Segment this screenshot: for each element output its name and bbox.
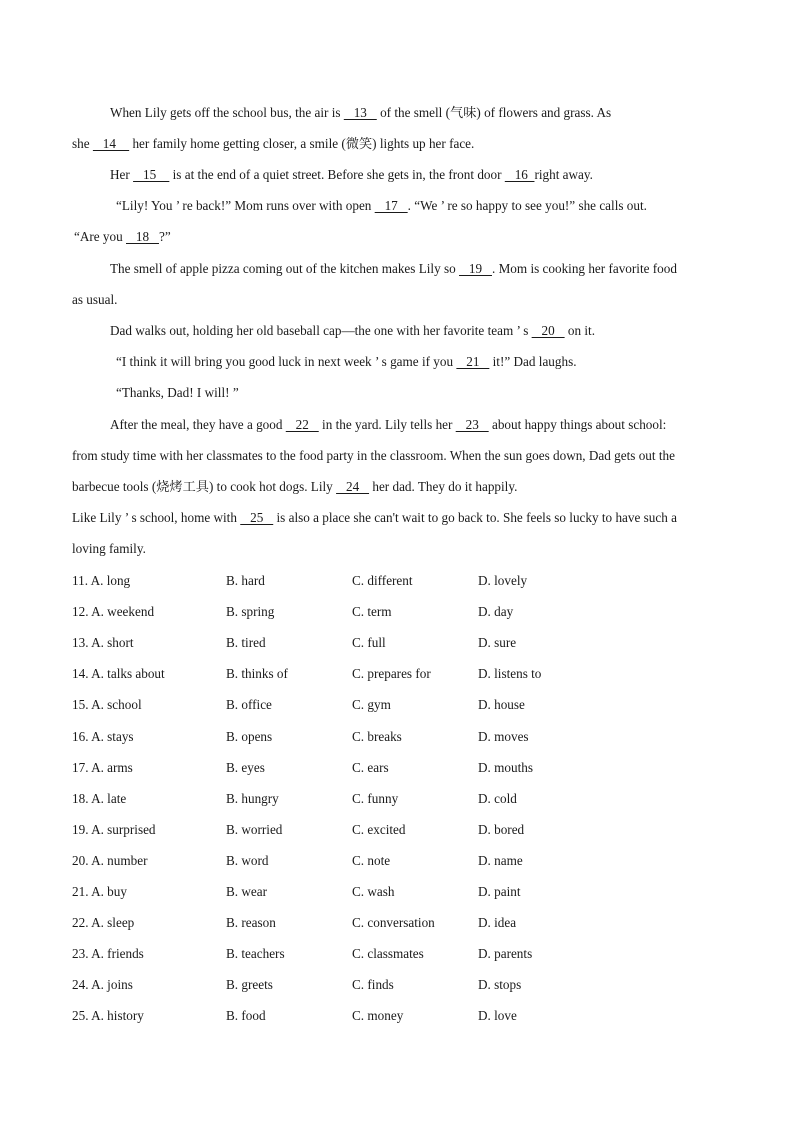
answer-blank[interactable]: 20 [531, 323, 565, 338]
option-d[interactable] [478, 572, 527, 590]
option-text: A. school [91, 697, 142, 712]
option-b[interactable] [226, 728, 272, 746]
option-text: B. tired [226, 635, 266, 650]
passage-text: Her [110, 167, 134, 182]
option-text: A. joins [91, 977, 133, 992]
option-a[interactable]: 19. A. surprised [72, 822, 156, 837]
answer-blank[interactable]: 14 [92, 136, 130, 151]
option-text: D. moves [478, 729, 529, 744]
option-b[interactable] [226, 665, 288, 683]
passage-text: on it. [564, 323, 596, 338]
option-text: B. spring [226, 604, 275, 619]
passage-line [116, 353, 577, 371]
option-a[interactable]: 22. A. sleep [72, 915, 135, 930]
option-a[interactable]: 21. A. buy [72, 884, 127, 899]
option-a[interactable]: 13. A. short [72, 635, 134, 650]
passage-text: “Are you [74, 229, 126, 244]
passage-text: is also a place she can't wait to go back to. She feels so lucky to have such a [273, 510, 677, 525]
option-a[interactable]: 17. A. arms [72, 760, 133, 775]
option-text: B. thinks of [226, 666, 288, 681]
option-text: B. hungry [226, 791, 279, 806]
option-text: B. eyes [226, 760, 265, 775]
option-text: C. classmates [352, 946, 424, 961]
option-text: B. wear [226, 884, 268, 899]
option-text: C. ears [352, 760, 389, 775]
option-d[interactable] [478, 914, 516, 932]
option-text: D. parents [478, 946, 533, 961]
option-c[interactable] [352, 759, 389, 777]
option-text: C. excited [352, 822, 406, 837]
passage-text: from study time with her classmates to the food party in the classroom. When the sun goes down, Dad gets out the [72, 448, 675, 463]
passage-text: “I think it will bring you good luck in next week ’ s game if you [116, 354, 457, 369]
option-text: C. money [352, 1008, 404, 1023]
option-c[interactable] [352, 852, 390, 870]
passage-text: loving family. [72, 541, 146, 556]
option-text: A. surprised [91, 822, 156, 837]
option-text: A. number [91, 853, 148, 868]
passage-text: barbecue tools (烧烤工具) to cook hot dogs. Lily [72, 479, 337, 494]
option-a[interactable]: 25. A. history [72, 1008, 144, 1023]
option-d[interactable] [478, 603, 513, 621]
option-a[interactable]: 12. A. weekend [72, 604, 155, 619]
option-c[interactable] [352, 728, 402, 746]
option-a[interactable]: 14. A. talks about [72, 666, 165, 681]
answer-blank[interactable]: 18 [126, 229, 159, 244]
passage-line [72, 291, 117, 309]
option-b[interactable] [226, 821, 282, 839]
option-b[interactable] [226, 945, 285, 963]
option-text: A. late [91, 791, 127, 806]
option-b[interactable] [226, 634, 266, 652]
question-number: 19 [72, 822, 86, 837]
passage-text: it!” Dad laughs. [489, 354, 577, 369]
option-text: C. prepares for [352, 666, 431, 681]
option-a[interactable]: 24. A. joins [72, 977, 133, 992]
option-text: D. bored [478, 822, 525, 837]
question-number: 16 [72, 729, 86, 744]
option-b[interactable] [226, 696, 272, 714]
option-c[interactable] [352, 1007, 403, 1025]
option-d[interactable] [478, 945, 532, 963]
answer-blank[interactable]: 23 [455, 417, 489, 432]
option-text: B. word [226, 853, 269, 868]
option-c[interactable] [352, 790, 398, 808]
option-text: C. conversation [352, 915, 435, 930]
passage-text: her dad. They do it happily. [369, 479, 518, 494]
option-d[interactable] [478, 728, 529, 746]
option-text: B. hard [226, 573, 265, 588]
passage-text: right away. [534, 167, 593, 182]
passage-text: After the meal, they have a good [110, 417, 286, 432]
option-b[interactable] [226, 790, 279, 808]
question-number: 15 [72, 697, 86, 712]
option-text: B. office [226, 697, 272, 712]
passage-line [72, 478, 517, 496]
question-number: 12 [72, 604, 86, 619]
option-b[interactable] [226, 976, 273, 994]
option-text: A. friends [91, 946, 144, 961]
option-a[interactable]: 18. A. late [72, 791, 127, 806]
option-c[interactable] [352, 696, 391, 714]
passage-text: her family home getting closer, a smile (微笑) lights up her face. [129, 136, 475, 151]
passage-text: of the smell (气味) of flowers and grass. As [376, 105, 612, 120]
passage-line [110, 322, 595, 340]
option-text: C. different [352, 573, 413, 588]
passage-text: Dad walks out, holding her old baseball cap—the one with her favorite team ’ s [110, 323, 532, 338]
option-d[interactable] [478, 696, 525, 714]
answer-blank[interactable]: 24 [336, 479, 370, 494]
question-number: 14 [72, 666, 86, 681]
passage-line [72, 540, 146, 558]
passage-line [110, 104, 611, 122]
option-text: D. idea [478, 915, 517, 930]
option-text: B. food [226, 1008, 266, 1023]
passage-text: When Lily gets off the school bus, the air is [110, 105, 344, 120]
answer-blank[interactable]: 22 [285, 417, 319, 432]
option-d[interactable] [478, 665, 541, 683]
passage-line [110, 416, 666, 434]
option-b[interactable] [226, 572, 265, 590]
option-text: A. sleep [91, 915, 135, 930]
option-c[interactable] [352, 883, 395, 901]
passage-line [72, 447, 675, 465]
passage-line [110, 166, 593, 184]
option-text: C. finds [352, 977, 394, 992]
option-d[interactable] [478, 883, 521, 901]
question-number: 21 [72, 884, 86, 899]
passage-text: she [72, 136, 93, 151]
option-text: D. name [478, 853, 523, 868]
option-d[interactable] [478, 852, 523, 870]
question-number: 20 [72, 853, 86, 868]
option-c[interactable] [352, 603, 392, 621]
passage-text: “Lily! You ’ re back!” Mom runs over with open [116, 198, 375, 213]
answer-blank[interactable]: 15 [133, 167, 170, 182]
option-b[interactable] [226, 852, 269, 870]
option-text: A. long [90, 573, 131, 588]
passage-text: . Mom is cooking her favorite food [491, 261, 677, 276]
option-text: A. history [91, 1008, 144, 1023]
question-number: 11 [72, 573, 85, 588]
option-text: C. gym [352, 697, 391, 712]
passage-line [110, 260, 677, 278]
passage-text: . “We ’ re so happy to see you!” she calls out. [407, 198, 647, 213]
passage-text: The smell of apple pizza coming out of the kitchen makes Lily so [110, 261, 460, 276]
option-d[interactable] [478, 976, 521, 994]
question-number: 25 [72, 1008, 86, 1023]
passage-text: about happy things about school: [488, 417, 667, 432]
option-d[interactable] [478, 821, 524, 839]
option-d[interactable] [478, 1007, 517, 1025]
option-text: D. cold [478, 791, 517, 806]
option-text: C. term [352, 604, 392, 619]
option-c[interactable] [352, 634, 386, 652]
option-text: C. full [352, 635, 386, 650]
passage-line [72, 509, 677, 527]
passage-line [116, 384, 239, 402]
option-text: D. paint [478, 884, 521, 899]
answer-blank[interactable]: 19 [459, 261, 492, 276]
option-d[interactable] [478, 759, 533, 777]
option-text: B. teachers [226, 946, 285, 961]
option-text: D. house [478, 697, 525, 712]
option-text: B. worried [226, 822, 283, 837]
option-c[interactable] [352, 976, 394, 994]
question-number: 17 [72, 760, 86, 775]
option-text: B. reason [226, 915, 276, 930]
option-text: D. day [478, 604, 514, 619]
passage-text: as usual. [72, 292, 118, 307]
passage-text: in the yard. Lily tells her [318, 417, 456, 432]
option-text: B. greets [226, 977, 273, 992]
answer-blank[interactable]: 16 [504, 167, 535, 182]
question-number: 24 [72, 977, 86, 992]
question-number: 23 [72, 946, 86, 961]
option-c[interactable] [352, 914, 435, 932]
option-c[interactable] [352, 665, 431, 683]
option-a[interactable]: 16. A. stays [72, 729, 134, 744]
option-text: D. love [478, 1008, 517, 1023]
option-b[interactable] [226, 759, 265, 777]
passage-line [74, 228, 171, 246]
answer-blank[interactable]: 25 [240, 510, 274, 525]
option-text: D. listens to [478, 666, 542, 681]
option-b[interactable] [226, 914, 276, 932]
answer-blank[interactable]: 21 [456, 354, 490, 369]
option-a[interactable]: 15. A. school [72, 697, 142, 712]
option-text: A. stays [91, 729, 134, 744]
passage-line [72, 135, 474, 153]
option-a[interactable]: 11. A. long [72, 573, 131, 588]
passage-line [116, 197, 647, 215]
answer-blank[interactable]: 13 [343, 105, 377, 120]
option-d[interactable] [478, 790, 517, 808]
option-b[interactable] [226, 603, 274, 621]
option-text: A. weekend [91, 604, 155, 619]
option-b[interactable] [226, 883, 267, 901]
option-text: C. note [352, 853, 391, 868]
option-a[interactable]: 23. A. friends [72, 946, 144, 961]
option-c[interactable] [352, 945, 424, 963]
question-number: 22 [72, 915, 86, 930]
passage-text: “Thanks, Dad! I will! ” [116, 385, 239, 400]
option-text: A. buy [91, 884, 127, 899]
option-c[interactable] [352, 821, 405, 839]
option-text: D. stops [478, 977, 522, 992]
option-d[interactable] [478, 634, 516, 652]
passage-text: Like Lily ’ s school, home with [72, 510, 241, 525]
option-text: C. wash [352, 884, 395, 899]
option-text: D. mouths [478, 760, 533, 775]
option-a[interactable]: 20. A. number [72, 853, 148, 868]
question-number: 13 [72, 635, 86, 650]
passage-text: ?” [158, 229, 171, 244]
question-number: 18 [72, 791, 86, 806]
option-c[interactable] [352, 572, 413, 590]
option-text: B. opens [226, 729, 273, 744]
option-text: A. short [91, 635, 134, 650]
option-text: C. funny [352, 791, 399, 806]
option-text: A. arms [91, 760, 133, 775]
passage-text: is at the end of a quiet street. Before she gets in, the front door [169, 167, 505, 182]
option-b[interactable] [226, 1007, 266, 1025]
option-text: C. breaks [352, 729, 402, 744]
option-text: A. talks about [91, 666, 165, 681]
option-text: D. sure [478, 635, 517, 650]
answer-blank[interactable]: 17 [374, 198, 408, 213]
option-text: D. lovely [478, 573, 528, 588]
